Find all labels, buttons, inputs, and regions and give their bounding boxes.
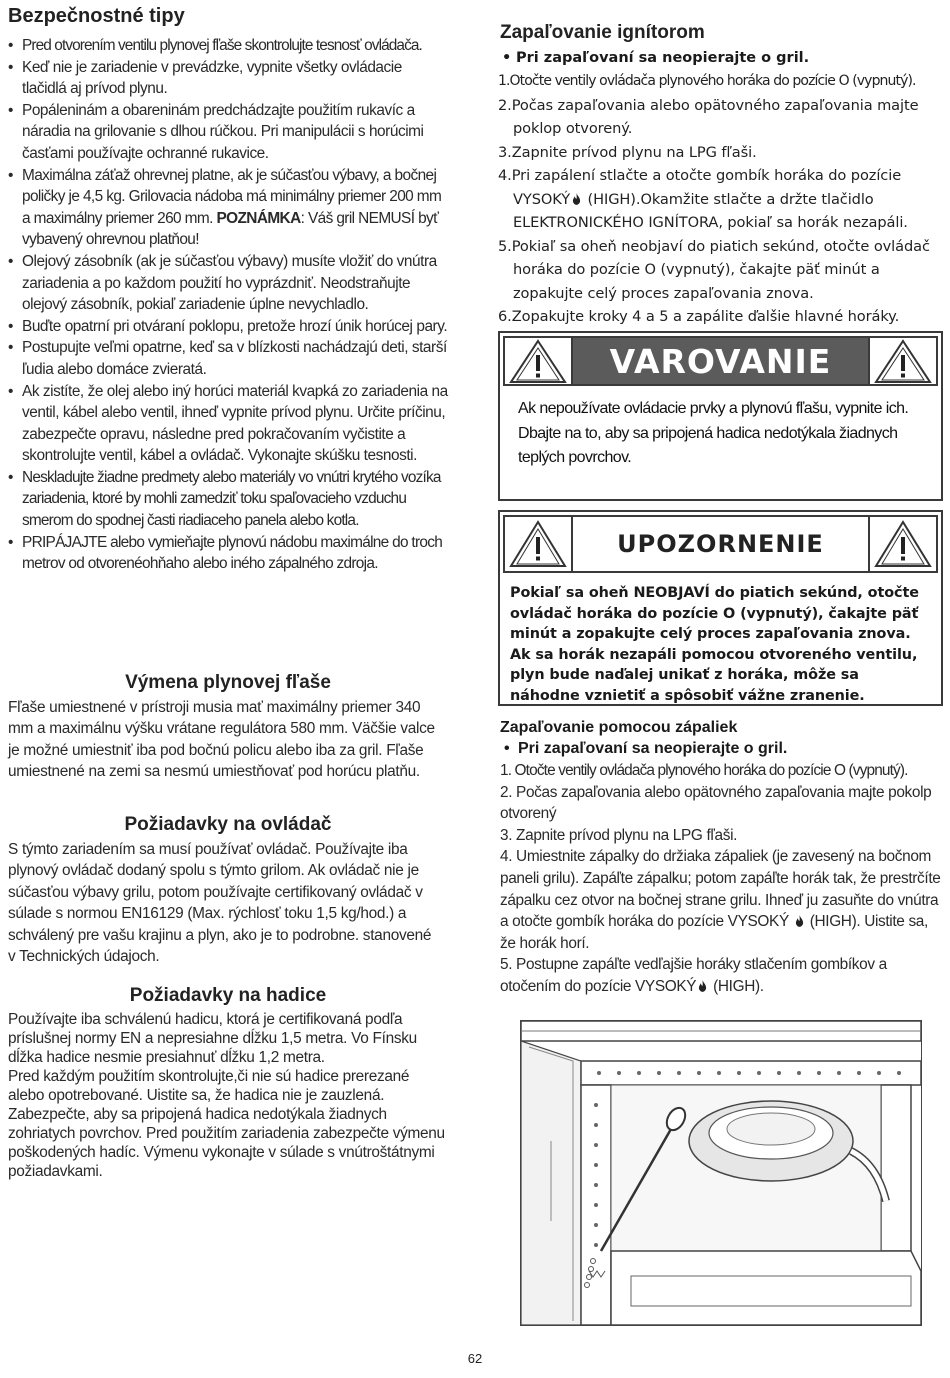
igniter-bullet: • Pri zapaľovaní sa neopierajte o gril. bbox=[502, 50, 810, 66]
step-text: 4.Pri zapálení stlačte a otočte gombík horáka do pozície VYSOKÝ bbox=[498, 167, 902, 208]
list-item: • Keď nie je zariadenie v prevádzke, vypnite všetky ovládacie tlačidlá aj prívod plynu. bbox=[8, 57, 448, 100]
list-item: 1. Otočte ventily ovládača plynového horáka do pozície O (vypnutý). bbox=[500, 762, 908, 779]
list-item: • Pred otvorením ventilu plynovej fľaše skontrolujte tesnosť ovládača. bbox=[8, 35, 448, 57]
safety-list bbox=[8, 35, 448, 575]
note-label: POZNÁMKA bbox=[216, 209, 301, 227]
match-steps bbox=[500, 760, 946, 998]
warning-triangle-icon bbox=[505, 338, 573, 384]
match-bullet-text: Pri zapaľovaní sa neopierajte o gril. bbox=[518, 740, 788, 757]
warning-box bbox=[498, 331, 943, 501]
list-item: • Ak zistíte, že olej alebo iný horúci materiál kvapká zo zariadenia na ventil, kábel alebo ventil, ihneď vypnite prívod plynu. Určite príčinu, zabezpečte opravu, následne pred pokračovaním vyčistite a skontrolujte ventil, kábel a ovládač. Vykonajte skúšku tesnosti. bbox=[8, 381, 448, 467]
caution-title: UPOZORNENIE bbox=[573, 517, 868, 571]
warning-header bbox=[503, 336, 938, 386]
regulator-title: Požiadavky na ovládač bbox=[124, 814, 332, 835]
warning-title: VAROVANIE bbox=[573, 338, 868, 384]
flame-icon bbox=[572, 193, 581, 205]
list-item: 3.Zapnite prívod plynu na LPG fľaši. bbox=[498, 143, 757, 161]
warning-line-2: Dbajte na to, aby sa pripojená hadica nedotýkala žiadnych teplých povrchov. bbox=[518, 424, 898, 466]
warning-triangle-icon bbox=[868, 517, 936, 571]
bottle-text: Fľaše umiestnené v prístroji musia mať maximálny priemer 340 mm a maximálnu výšku vrátane regulátora 580 mm. Väčšie valce je možné umiestniť iba pod bočnú policu alebo iba za gril. Fľaše umiestnené na zemi sa nesmú umiestňovať pod horúcu platňu. bbox=[8, 699, 435, 781]
list-item: 1.Otočte ventily ovládača plynového horáka do pozície O (vypnutý). bbox=[498, 73, 916, 89]
flame-icon bbox=[698, 980, 707, 992]
caution-box bbox=[498, 510, 943, 706]
list-item: • Postupujte veľmi opatrne, keď sa v blízkosti nachádzajú deti, starší ľudia alebo domáce zvieratá. bbox=[8, 337, 448, 380]
list-item bbox=[498, 164, 946, 235]
warning-triangle-icon bbox=[505, 517, 573, 571]
list-item: 5.Pokiaľ sa oheň neobjaví do piatich sekúnd, otočte ovládač horáka do pozície O (vypnutý), čakajte päť minút a zopakujte celý proces zapaľovania znova. bbox=[498, 237, 930, 302]
list-item-text: Maximálna záťaž ohrevnej platne, ak je súčasťou výbavy, a bočnej poličky je 4,5 kg. Grilovacia nádoba má minimálny priemer 200 mm a maximálny priemer 260 mm. bbox=[22, 166, 442, 227]
caution-text: Pokiaľ sa oheň NEOBJAVÍ do piatich sekúnd, otočte ovládač horáka do pozície O (vypnutý), čakajte päť minút a zopakujte celý proces zapaľovania znova. Ak sa horák nezapáli pomocou otvoreného ventilu, plyn bude naďalej unikať z horáka, môže sa náhodne vznietiť a spôsobiť vážne zranenie. bbox=[510, 585, 919, 704]
bottle-title: Výmena plynovej fľaše bbox=[125, 672, 331, 693]
step-text: 4. Umiestnite zápalky do držiaka zápaliek (je zavesený na bočnom paneli grilu). Zapáľte zápalku; potom zapáľte horák tak, že prestrčíte zápalku cez otvor na bočnej strane grilu. Ihneď ju zasuňte do vnútra a otočte gombík horáka do pozície VYSOKÝ bbox=[500, 848, 941, 931]
match-title: Zapaľovanie pomocou zápaliek bbox=[500, 719, 738, 736]
list-item: • Popáleninám a obareninám predchádzajte použitím rukavíc a náradia na grilovanie s dlhou rúčkou. Pri manipulácii s horúcimi časťami používajte ochranné rukavice. bbox=[8, 100, 448, 165]
list-item: • Olejový zásobník (ak je súčasťou výbavy) musíte vložiť do vnútra zariadenia a po každom použití ho vyprázdniť. Neodstraňujte olejový zásobník, pokiaľ zariadenie úplne nevychladlo. bbox=[8, 251, 448, 316]
igniter-bullet-text: Pri zapaľovaní sa neopierajte o gril. bbox=[516, 50, 810, 66]
list-item: 2.Počas zapaľovania alebo opätovného zapaľovania majte poklop otvorený. bbox=[498, 96, 919, 137]
igniter-steps bbox=[498, 70, 946, 329]
list-item: 6.Zopakujte kroky 4 a 5 a zapálite ďalšie hlavné horáky. bbox=[498, 308, 900, 325]
match-bullet: • Pri zapaľovaní sa neopierajte o gril. bbox=[504, 740, 788, 757]
list-item bbox=[8, 165, 448, 251]
list-item: 3. Zapnite prívod plynu na LPG fľaši. bbox=[500, 826, 738, 844]
list-item bbox=[500, 846, 946, 954]
hose-title: Požiadavky na hadice bbox=[129, 985, 327, 1006]
flame-icon bbox=[795, 915, 804, 927]
regulator-text: S týmto zariadením sa musí používať ovládač. Používajte iba plynový ovládač dodaný spolu s týmto grilom. Ak ovládač nie je súčasťou výbavy grilu, potom používajte certifikovaný ovládač v súlade s normou EN16129 (Max. rýchlosť toku 1,5 kg/hod.) a schválený pre vašu krajinu a plyn, ako je to podrobne. stanovené v Technických údajoch. bbox=[8, 841, 432, 966]
caution-header bbox=[503, 515, 938, 573]
safety-title: Bezpečnostné tipy bbox=[8, 5, 185, 27]
warning-triangle-icon bbox=[868, 338, 936, 384]
igniter-title: Zapaľovanie ignítorom bbox=[500, 22, 705, 43]
list-item: • Buďte opatrní pri otváraní poklopu, pretože hrozí únik horúcej pary. bbox=[8, 316, 448, 338]
match-section bbox=[500, 719, 946, 998]
step-text-rest: (HIGH). bbox=[709, 977, 764, 995]
grill-burner-illustration bbox=[520, 1020, 922, 1326]
warning-text bbox=[518, 397, 929, 471]
step-text-rest: (HIGH).Okamžite stlačte a držte tlačidlo ELEKTRONICKÉHO IGNÍTORA, pokiaľ sa horák nezapáli. bbox=[513, 190, 908, 231]
list-item: • Neskladujte žiadne predmety alebo materiály vo vnútri krytého vozíka zariadenia, ktoré by mohli zamedziť toku spaľovacieho vzduchu smerom do spodnej časti riadiaceho panela alebo kotla. bbox=[8, 467, 448, 532]
list-item: 2. Počas zapaľovania alebo opätovného zapaľovania majte pokolp otvorený bbox=[500, 783, 932, 823]
page-number: 62 bbox=[467, 1351, 483, 1366]
note-text: : Váš gril NEMUSÍ byť vybavený ohrevnou platňou! bbox=[22, 209, 439, 249]
step-text: 5. Postupne zapáľte vedľajšie horáky stlačením gombíkov a otočením do pozície VYSOKÝ bbox=[500, 956, 887, 995]
list-item: • PRIPÁJAJTE alebo vymieňajte plynovú nádobu maximálne do troch metrov od otvorenéohňaho alebo iného zápalného zdroja. bbox=[8, 532, 448, 575]
step-text-rest: (HIGH). Uistite sa, že horák horí. bbox=[500, 913, 928, 952]
list-item bbox=[500, 954, 946, 997]
hose-text: Používajte iba schválenú hadicu, ktorá je certifikovaná podľa príslušnej normy EN a nepresiahne dĺžku 1,5 metra. Vo Fínsku dĺžka hadice nesmie presiahnuť dĺžku 1,2 metra. Pred každým použitím skontrolujte,či nie sú hadice prerezané alebo opotrebované. Uistite sa, že hadica nie je zauzlená. Zabezpečte, aby sa pripojená hadica nedotýkala žiadnych zohriatych povrchov. Pred použitím zariadenia zabezpečte výmenu poškodených hadíc. Výmenu vykonajte v súlade s vnútroštátnymi požiadavkami. bbox=[8, 1011, 445, 1180]
warning-line-1: Ak nepoužívate ovládacie prvky a plynovú fľašu, vypnite ich. bbox=[518, 400, 909, 417]
